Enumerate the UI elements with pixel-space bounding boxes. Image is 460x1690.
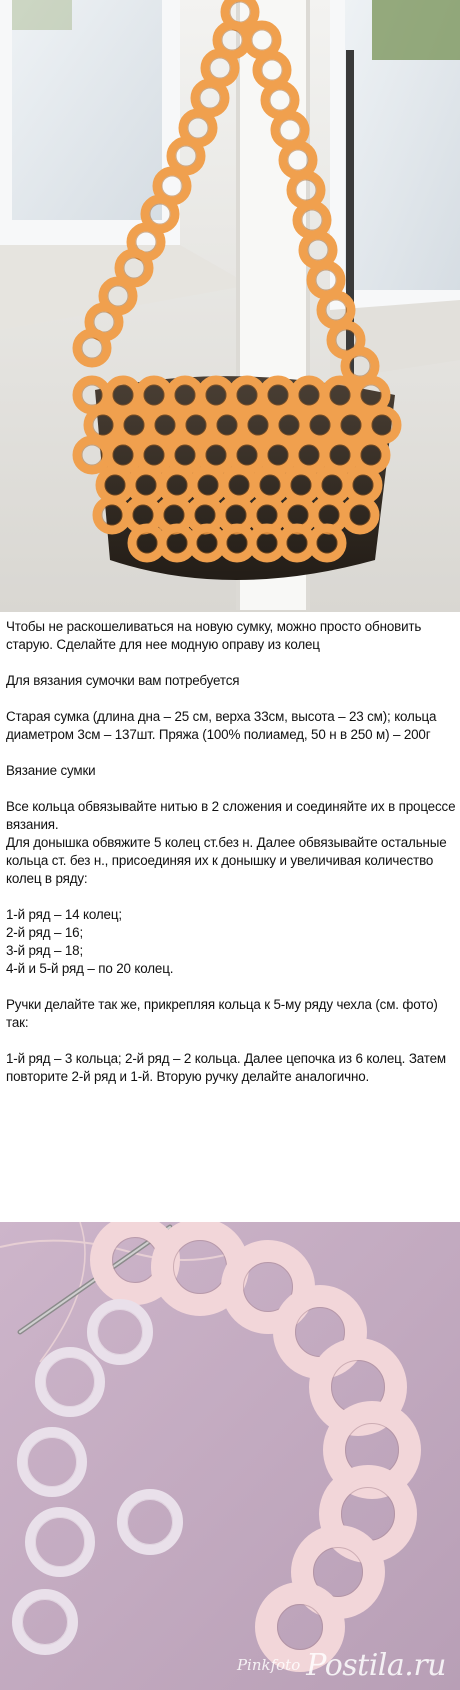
rings-photo (0, 1222, 460, 1690)
bag-photo-illustration (0, 0, 460, 612)
materials-heading: Для вязания сумочки вам потребуется (6, 673, 240, 688)
watermark-small-text: Pinkfoto (236, 1656, 301, 1674)
row-item: 1-й ряд – 14 колец; (6, 907, 122, 922)
handles-steps-paragraph: 1-й ряд – 3 кольца; 2-й ряд – 2 кольца. Далее цепочка из 6 колец. Затем повторите 2-й ряд и 1-й. Вторую ручку делайте аналогично. (6, 1051, 446, 1084)
watermark-logo-text: Postila.ru (306, 1647, 446, 1683)
article-text (0, 612, 460, 1220)
section-heading: Вязание сумки (6, 763, 96, 778)
bag-photo (0, 0, 460, 612)
row-list (6, 906, 456, 978)
materials-paragraph: Старая сумка (длина дна – 25 см, верха 33см, высота – 23 см); кольца диаметром 3см – 137шт. Пряжа (100% полиамед, 50 н в 250 м) – 200г (6, 709, 437, 742)
row-item: 3-й ряд – 18; (6, 943, 84, 958)
row-item: 4-й и 5-й ряд – по 20 колец. (6, 961, 174, 976)
row-item: 2-й ряд – 16; (6, 925, 84, 940)
handles-intro-paragraph: Ручки делайте так же, прикрепляя кольца к 5-му ряду чехла (см. фото) так: (6, 997, 438, 1030)
intro-paragraph: Чтобы не раскошеливаться на новую сумку, можно просто обновить старую. Сделайте для нее модную оправу из колец (6, 619, 422, 652)
rings-photo-illustration (0, 1222, 460, 1690)
step-2-paragraph: Для донышка обвяжите 5 колец ст.без н. Далее обвязывайте остальные кольца ст. без н., присоединяя их к донышку и увеличивая количество колец в ряду: (6, 835, 447, 886)
step-1-paragraph: Все кольца обвязывайте нитью в 2 сложения и соединяйте их в процессе вязания. (6, 799, 456, 832)
watermark (237, 1648, 446, 1682)
